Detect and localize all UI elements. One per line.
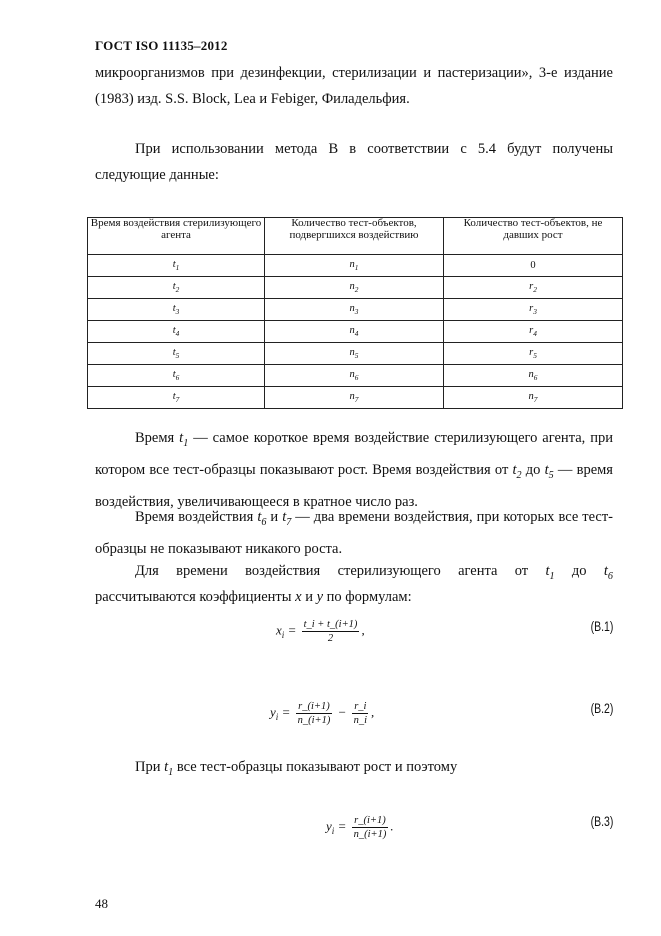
denominator: n_(i+1) (297, 715, 331, 726)
formula-lhs: x (276, 622, 282, 638)
table-header-cell: Количество тест-объектов, подвергшихся воздействию (265, 218, 444, 255)
text-run: и (266, 509, 283, 525)
fraction (296, 700, 333, 727)
table-cell: $r_2$ (444, 277, 623, 299)
subscript: i (275, 712, 279, 723)
subscript: 7 (286, 516, 292, 528)
paragraph-reference: микроорганизмов при дезинфекции, стерилизации и пастеризации», 3-е издание (1983) изд. S.S. Block, Lea и Febiger, Филадельфия. (95, 65, 613, 107)
var-t: t (545, 563, 550, 579)
text-run: Время (135, 430, 180, 446)
var-t: t (512, 461, 517, 478)
text-run: Время воздействия (135, 509, 258, 525)
table-row (88, 365, 623, 387)
table-row (88, 277, 623, 299)
fraction (302, 618, 360, 645)
equation-label-b1: (В.1) (590, 618, 613, 634)
table-cell: $t_2$ (88, 277, 265, 299)
table-cell: $n_1$ (265, 255, 444, 277)
table-cell: $n_2$ (265, 277, 444, 299)
document-header: ГОСТ ISO 11135–2012 (95, 38, 228, 53)
numerator: r_i (354, 701, 367, 712)
table-cell: $r_5$ (444, 343, 623, 365)
data-table (87, 217, 623, 409)
table-cell: $n_6$ (265, 365, 444, 387)
text-run: При (135, 759, 165, 775)
text-run: по формулам: (323, 589, 412, 605)
table-cell: $t_4$ (88, 321, 265, 343)
numerator: t_i + t_(i+1) (303, 619, 358, 630)
paragraph-method-intro: При использовании метода В в соответствии с 5.4 будут получены следующие данные: (95, 141, 613, 183)
formula-punct: . (390, 818, 394, 834)
text-run: — два времени воздействия, при которых все тест-образцы не показывают никакого роста. (95, 509, 613, 557)
table-cell: $t_6$ (88, 365, 265, 387)
subscript: 6 (607, 570, 613, 582)
table-header-cell: Время воздействия стерилизующего агента (88, 218, 265, 255)
subscript: 1 (168, 766, 174, 778)
text-run: — самое короткое время воздействие стерилизующего агента, при котором все тест-образцы показывают рост. Время воздействия от (95, 430, 613, 478)
table-cell: 0 (444, 255, 623, 277)
subscript: 1 (549, 570, 555, 582)
formula-b2: $y_i$ = $\frac{r\_(i+1)}{n\_(i+1)}$ − $\frac{r\_i}{n\_i}$ , (270, 701, 375, 726)
numerator: r_(i+1) (298, 701, 330, 712)
table-row (88, 255, 623, 277)
var-x: x (295, 589, 302, 605)
table-cell: $r_3$ (444, 299, 623, 321)
denominator: n_(i+1) (353, 829, 387, 840)
var-t: t (544, 461, 549, 478)
paragraph-t6-t7 (95, 504, 613, 562)
paragraph-coefficients-line2 (95, 584, 613, 610)
fraction (352, 814, 389, 841)
subscript: 2 (516, 469, 522, 481)
table-row (88, 343, 623, 365)
text-run: до (521, 461, 545, 478)
var-t: t (164, 759, 169, 775)
paragraph-t1-definition (95, 425, 613, 515)
formula-punct: , (371, 704, 375, 720)
table-cell: $n_6$ (444, 365, 623, 387)
table-cell: $n_7$ (265, 387, 444, 409)
text-run: все тест-образцы показывают рост и поэтому (173, 759, 458, 775)
var-t: t (257, 509, 262, 525)
var-t: t (603, 563, 608, 579)
text-run: до (554, 563, 604, 579)
table-cell: $t_5$ (88, 343, 265, 365)
table-row (88, 321, 623, 343)
table-row (88, 387, 623, 409)
subscript: 1 (183, 437, 189, 449)
table-cell: $n_7$ (444, 387, 623, 409)
table-cell: $t_3$ (88, 299, 265, 321)
denominator: 2 (327, 633, 334, 644)
table-cell: $n_5$ (265, 343, 444, 365)
table-cell: $n_4$ (265, 321, 444, 343)
fraction (352, 700, 369, 727)
equation-label-b3: (В.3) (590, 813, 613, 829)
numerator: r_(i+1) (354, 815, 386, 826)
subscript: i (331, 826, 335, 837)
formula-b3: $y_i$ = $\frac{r\_(i+1)}{n\_(i+1)}$ . (326, 815, 394, 840)
table-cell: $r_4$ (444, 321, 623, 343)
text-run: и (301, 589, 317, 605)
table-header-cell: Количество тест-объектов, не давших рост (444, 218, 623, 255)
text-run: — время воздействия, увеличивающееся в кратное число раз. (95, 461, 613, 510)
table-cell: $t_7$ (88, 387, 265, 409)
var-t: t (179, 430, 184, 446)
denominator: n_i (353, 715, 368, 726)
table-row (88, 299, 623, 321)
subscript: 5 (548, 469, 554, 481)
table-cell: $t_1$ (88, 255, 265, 277)
text-run: Для времени воздействия стерилизующего агента от (135, 563, 546, 579)
var-t: t (282, 509, 287, 525)
formula-b1: $x_i$ = $\frac{t\_i + t\_(i+1)}{2}$ , (276, 619, 365, 644)
subscript: i (281, 630, 285, 641)
var-y: y (316, 589, 324, 605)
paragraph-t1-growth (95, 754, 613, 786)
formula-lhs: y (326, 818, 332, 834)
table-header-row (88, 218, 623, 255)
table-cell: $n_3$ (265, 299, 444, 321)
text-run: рассчитываются коэффициенты (95, 589, 296, 605)
subscript: 6 (261, 516, 267, 528)
formula-punct: , (361, 622, 365, 638)
formula-lhs: y (270, 704, 276, 720)
page-number: 48 (95, 896, 108, 911)
equation-label-b2: (В.2) (590, 700, 613, 716)
